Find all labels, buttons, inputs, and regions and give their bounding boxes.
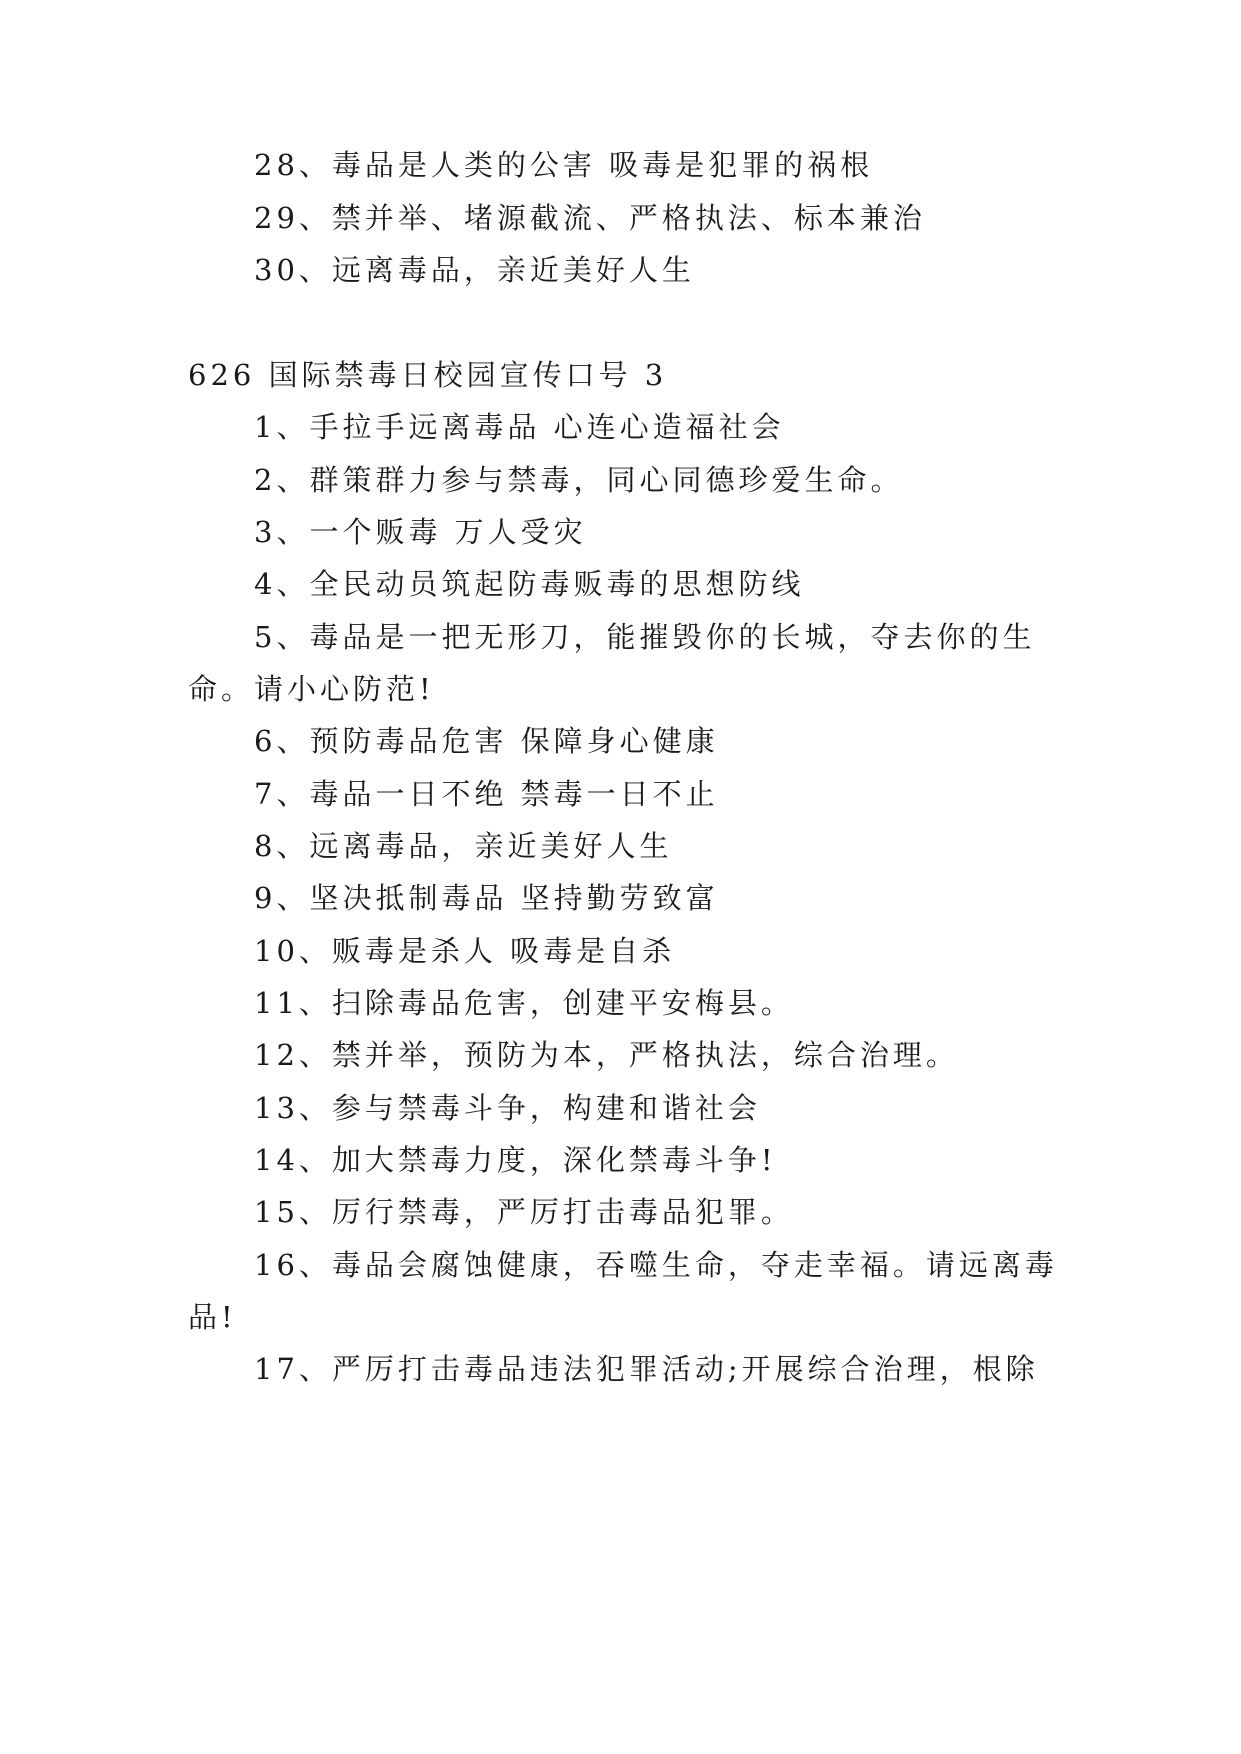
slogan-10: 10、贩毒是杀人 吸毒是自杀 (254, 934, 676, 968)
slogan-9: 9、坚决抵制毒品 坚持勤劳致富 (254, 881, 719, 915)
slogan-6: 6、预防毒品危害 保障身心健康 (254, 724, 719, 758)
slogan-12: 12、禁并举，预防为本，严格执法，综合治理。 (254, 1038, 959, 1072)
slogan-11: 11、扫除毒品危害，创建平安梅县。 (254, 986, 794, 1020)
slogan-16: 16、毒品会腐蚀健康，吞噬生命，夺走幸福。请远离毒 (254, 1248, 1058, 1282)
slogan-5-continued: 命。请小心防范! (188, 672, 435, 706)
slogan-16-continued: 品! (188, 1300, 237, 1334)
slogan-30: 30、远离毒品，亲近美好人生 (254, 253, 695, 287)
slogan-4: 4、全民动员筑起防毒贩毒的思想防线 (254, 567, 805, 601)
slogan-1: 1、手拉手远离毒品 心连心造福社会 (254, 410, 785, 444)
slogan-3: 3、一个贩毒 万人受灾 (254, 515, 587, 549)
slogan-28: 28、毒品是人类的公害 吸毒是犯罪的祸根 (254, 148, 874, 182)
slogan-29: 29、禁并举、堵源截流、严格执法、标本兼治 (254, 201, 926, 235)
slogan-5: 5、毒品是一把无形刀，能摧毁你的长城，夺去你的生 (254, 620, 1036, 654)
slogan-17: 17、严厉打击毒品违法犯罪活动;开展综合治理，根除 (254, 1352, 1039, 1386)
slogan-2: 2、群策群力参与禁毒，同心同德珍爱生命。 (254, 463, 904, 497)
slogan-15: 15、厉行禁毒，严厉打击毒品犯罪。 (254, 1195, 794, 1229)
section-heading: 626 国际禁毒日校园宣传口号 3 (188, 358, 668, 392)
slogan-14: 14、加大禁毒力度，深化禁毒斗争! (254, 1143, 777, 1177)
slogan-13: 13、参与禁毒斗争，构建和谐社会 (254, 1091, 761, 1125)
slogan-8: 8、远离毒品，亲近美好人生 (254, 829, 673, 863)
slogan-7: 7、毒品一日不绝 禁毒一日不止 (254, 777, 719, 811)
